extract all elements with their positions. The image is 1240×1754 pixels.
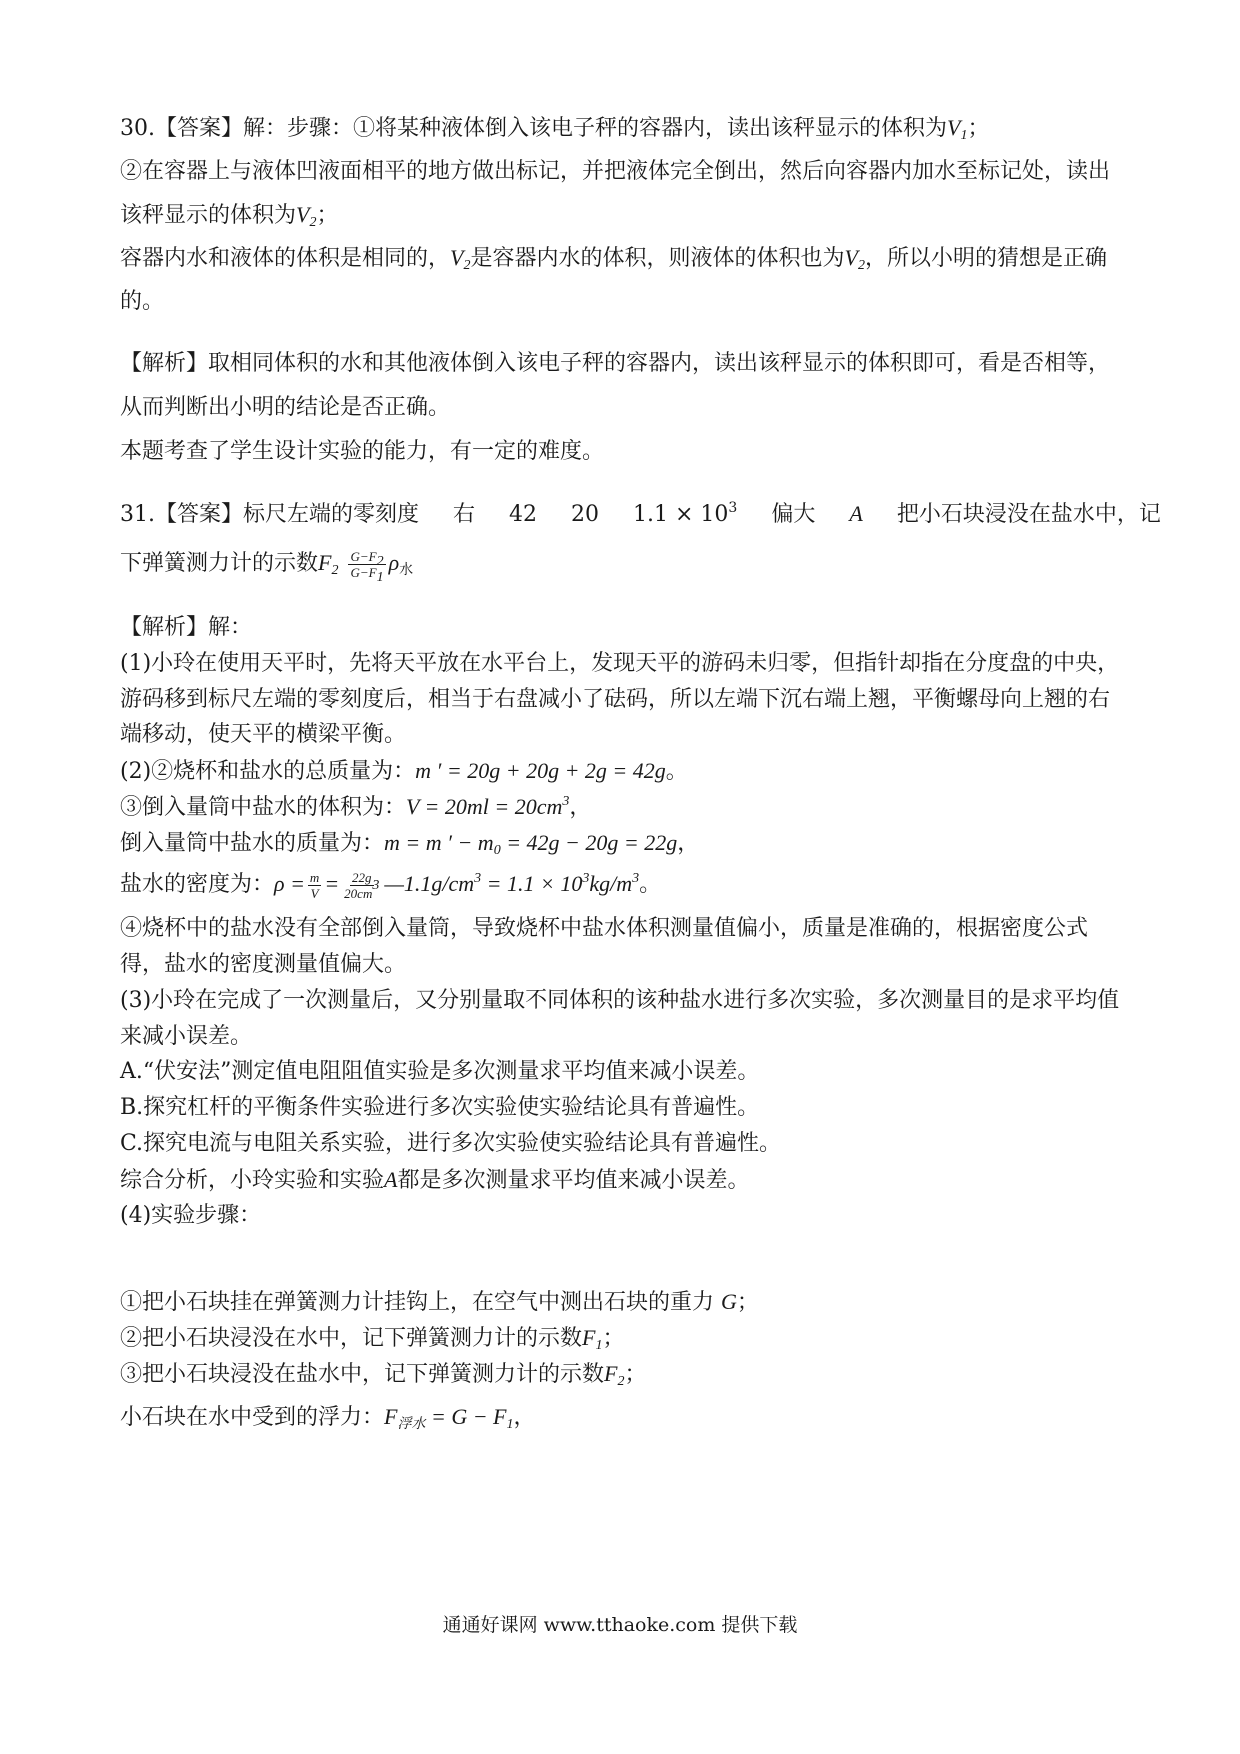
q31-p12 bbox=[120, 1057, 759, 1087]
q30-analysis-2 bbox=[120, 393, 450, 423]
math-f2: $F_2$ bbox=[604, 1361, 625, 1389]
q30-text: 的。 bbox=[120, 289, 165, 314]
paragraph-text: 来减小误差。 bbox=[120, 1024, 253, 1049]
answer-42: 42 bbox=[509, 502, 538, 527]
answer-20: 20 bbox=[571, 502, 600, 527]
formula-mass: m = m ′ − $m_0 = 42g - 20g = 22g$ bbox=[384, 830, 678, 858]
q31-p5: ③倒入量筒中盐水的体积为：$V = 20ml = 20cm^3$， bbox=[120, 794, 592, 820]
math-rho-water: ρ bbox=[388, 550, 400, 575]
q31-step-1 bbox=[120, 1287, 759, 1318]
q31-answer-line-1 bbox=[120, 499, 1161, 530]
q31-answer-text: 下弹簧测力计的示数 bbox=[120, 551, 319, 576]
step-text: ②把小石块浸没在水中，记下弹簧测力计的示数 bbox=[120, 1326, 583, 1351]
q30-analysis-text: 从而判断出小明的结论是否正确。 bbox=[120, 395, 451, 420]
math-v2: $V_2$ bbox=[450, 245, 471, 273]
step-text: ③把小石块浸没在盐水中，记下弹簧测力计的示数 bbox=[120, 1362, 605, 1387]
q30-text: ②在容器上与液体凹液面相平的地方做出标记，并把液体完全倒出，然后向容器内加水至标记处，读出 bbox=[120, 159, 1111, 184]
paragraph-text: 倒入量筒中盐水的质量为： bbox=[120, 831, 385, 856]
q31-p3 bbox=[120, 720, 406, 750]
paragraph-text: 游码移到标尺左端的零刻度后，相当于右盘减小了砝码，所以左端下沉右端上翘，平衡螺母向上翘的右 bbox=[120, 687, 1111, 712]
q31-step-4: 小石块在水中受到的浮力：$F_{浮水} = G - F_1$， bbox=[120, 1404, 536, 1432]
q31-answer-text: 31.【答案】标尺左端的零刻度 bbox=[120, 502, 419, 527]
q30-analysis-1 bbox=[120, 349, 1110, 379]
math-g: G bbox=[721, 1289, 737, 1314]
q30-analysis-3 bbox=[120, 437, 604, 467]
paragraph-text: (4)实验步骤： bbox=[120, 1203, 262, 1228]
paragraph-text: B.探究杠杆的平衡条件实验进行多次实验使实验结论具有普遍性。 bbox=[120, 1095, 760, 1120]
math-a: A bbox=[384, 1167, 398, 1192]
q31-step-2: ②把小石块浸没在水中，记下弹簧测力计的示数$F_1$； bbox=[120, 1325, 625, 1353]
q31-p9 bbox=[120, 950, 406, 980]
q31-p11 bbox=[120, 1022, 252, 1052]
formula-buoyancy: $F_{浮水} = G - F_1$ bbox=[384, 1404, 514, 1432]
q30-text: 是容器内水的体积，则液体的体积也为 bbox=[470, 246, 845, 271]
paragraph-text: (1)小玲在使用天平时，先将天平放在水平台上，发现天平的游码未归零，但指针却指在分度盘的中央， bbox=[120, 651, 1120, 676]
q30-line-2 bbox=[120, 157, 1110, 187]
formula-density: ρ = $\frac{m}{V}$ = $\frac{22g}{20cm^3}$ $—1.1g/cm^3 = 1.1 \times 10^3kg/m^3$ bbox=[274, 870, 640, 902]
q31-p4: (2)②烧杯和盐水的总质量为：m ′ = 20g + 20g + 2g = 42g。 bbox=[120, 758, 688, 784]
step-text: ①把小石块挂在弹簧测力计挂钩上，在空气中测出石块的重力 bbox=[120, 1290, 715, 1315]
q31-analysis-heading bbox=[120, 613, 252, 643]
q30-text: 该秤显示的体积为 bbox=[120, 203, 297, 228]
q30-line-3: 该秤显示的体积为$V_2$； bbox=[120, 202, 339, 230]
buoyancy-subscript: 浮水 bbox=[397, 1417, 426, 1432]
q31-p16 bbox=[120, 1201, 261, 1231]
answer-right: 右 bbox=[453, 502, 476, 527]
q31-p1 bbox=[120, 649, 1119, 679]
q30-line-4 bbox=[120, 243, 1107, 274]
q30-analysis-text: 本题考查了学生设计实验的能力，有一定的难度。 bbox=[120, 439, 605, 464]
footer-source: 通通好课网 www.tthaoke.com 提供下载 bbox=[442, 1614, 798, 1636]
step-text: ； bbox=[736, 1290, 759, 1315]
q30-line-1: 30.【答案】解：步骤：①将某种液体倒入该电子秤的容器内，读出该秤显示的体积为$V_1$； bbox=[120, 115, 990, 143]
paragraph-text: 得，盐水的密度测量值偏大。 bbox=[120, 952, 407, 977]
answer-density: $1.1 \times 10^3$ bbox=[633, 500, 738, 527]
q31-p6: 倒入量筒中盐水的质量为：m = m ′ − $m_0 = 42g - 20g = 22g$， bbox=[120, 830, 700, 858]
q31-answer-text: 把小石块浸没在盐水中，记 bbox=[896, 502, 1161, 527]
answer-a: A bbox=[849, 501, 863, 526]
formula-total-mass: m ′ = 20g + 20g + 2g = 42g bbox=[415, 758, 666, 783]
q31-p2 bbox=[120, 685, 1110, 715]
paragraph-text: ④烧杯中的盐水没有全部倒入量筒，导致烧杯中盐水体积测量值偏小，质量是准确的，根据密度公式 bbox=[120, 916, 1089, 941]
paragraph-text: C.探究电流与电阻关系实验，进行多次实验使实验结论具有普遍性。 bbox=[120, 1131, 782, 1156]
paragraph-text: A.“伏安法”测定值电阻阻值实验是多次测量求平均值来减小误差。 bbox=[120, 1059, 760, 1084]
q30-analysis-text: 【解析】取相同体积的水和其他液体倒入该电子秤的容器内，读出该秤显示的体积即可，看是否相等， bbox=[120, 351, 1111, 376]
q31-p8 bbox=[120, 914, 1088, 944]
step-text: 小石块在水中受到的浮力： bbox=[120, 1405, 385, 1430]
paragraph-text: ③倒入量筒中盐水的体积为： bbox=[120, 795, 407, 820]
q30-line-5 bbox=[120, 287, 164, 317]
math-v2: $V_2$ bbox=[296, 202, 317, 230]
math-f1: $F_1$ bbox=[582, 1325, 603, 1353]
math-f2: $F_2$ bbox=[318, 550, 339, 578]
math-v2: $V_2$ bbox=[844, 245, 865, 273]
formula-volume: $V = 20ml = 20cm^3$ bbox=[406, 794, 570, 819]
q31-p15 bbox=[120, 1165, 749, 1196]
q31-p10 bbox=[120, 986, 1119, 1016]
math-v1: $V_1$ bbox=[947, 115, 968, 143]
paragraph-text: (2)②烧杯和盐水的总质量为： bbox=[120, 759, 416, 784]
paragraph-text: (3)小玲在完成了一次测量后，又分别量取不同体积的该种盐水进行多次实验，多次测量目的是求平均值 bbox=[120, 988, 1120, 1013]
q31-p14 bbox=[120, 1129, 781, 1159]
q30-text: ，所以小明的猜想是正确 bbox=[864, 246, 1107, 271]
paragraph-text: 综合分析，小玲实验和实验 bbox=[120, 1168, 385, 1193]
rho-subscript: 水 bbox=[399, 562, 414, 578]
q31-answer-line-2 bbox=[120, 548, 414, 585]
analysis-heading: 【解析】解： bbox=[120, 615, 253, 640]
answer-big: 偏大 bbox=[771, 502, 816, 527]
q30-text: 容器内水和液体的体积是相同的， bbox=[120, 246, 451, 271]
q31-p7: 盐水的密度为：ρ = $\frac{m}{V}$ = $\frac{22g}{20cm^3}$ $—1.1g/cm^3 = 1.1 \times 10^3kg/m^3$。 bbox=[120, 870, 662, 902]
q30-text: 30.【答案】解：步骤：①将某种液体倒入该电子秤的容器内，读出该秤显示的体积为 bbox=[120, 116, 947, 141]
paragraph-text: 都是多次测量求平均值来减小误差。 bbox=[397, 1168, 750, 1193]
q31-p13 bbox=[120, 1093, 759, 1123]
fraction-density: $\frac{G-F_2}{G-F_1}$ bbox=[350, 548, 384, 585]
q31-step-3: ③把小石块浸没在盐水中，记下弹簧测力计的示数$F_2$； bbox=[120, 1361, 647, 1389]
paragraph-text: 盐水的密度为： bbox=[120, 872, 275, 897]
paragraph-text: 端移动，使天平的横梁平衡。 bbox=[120, 722, 407, 747]
